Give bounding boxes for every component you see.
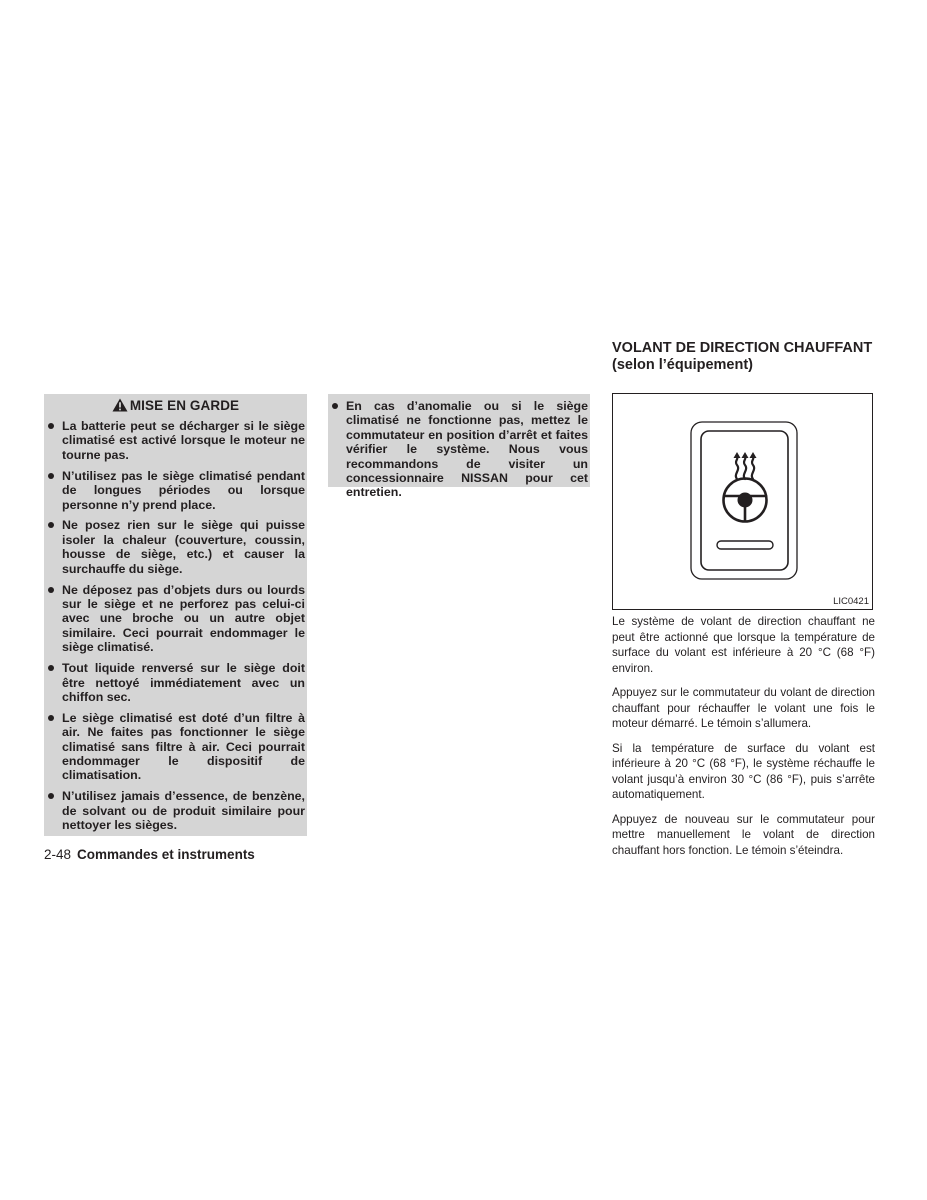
list-item: Tout liquide renversé sur le siège doit être nettoyé immédiatement avec un chiffon sec. xyxy=(44,661,305,704)
warning-title xyxy=(44,394,307,416)
list-item: Ne posez rien sur le siège qui puisse isoler la chaleur (couverture, coussin, housse de siège, etc.) et causer la surchauffe du siège. xyxy=(44,518,305,576)
warning-triangle-icon xyxy=(112,398,128,412)
section-title-sub: (selon l’équipement) xyxy=(612,357,753,373)
heated-steering-wheel-switch-icon xyxy=(613,394,872,609)
paragraph: Appuyez de nouveau sur le commutateur pour mettre manuellement le volant de direction chauffant hors fonction. Le témoin s’éteindra. xyxy=(612,812,875,857)
section-title-main: VOLANT DE DIRECTION CHAUFFANT xyxy=(612,340,873,356)
list-item: Le siège climatisé est doté d’un filtre à air. Ne faites pas fonctionner le siège climatisé sans filtre à air. Ceci pourrait endommager le dispositif de climatisation. xyxy=(44,711,305,783)
warning-list-column-1 xyxy=(44,419,305,839)
section-title xyxy=(612,340,892,374)
paragraph: Appuyez sur le commutateur du volant de direction chauffant pour réchauffer le volant une fois le moteur démarré. Le témoin s’allumera. xyxy=(612,686,875,730)
paragraph: Le système de volant de direction chauffant ne peut être actionné que lorsque la température de surface du volant est inférieure à 20 °C (68 °F) environ. xyxy=(612,615,875,675)
list-item: N’utilisez jamais d’essence, de benzène, de solvant ou de produit similaire pour nettoyer les sièges. xyxy=(44,789,305,832)
figure-id: LIC0421 xyxy=(833,596,869,607)
page-number: 2-48 xyxy=(44,847,72,862)
warning-list-column-2 xyxy=(328,399,588,506)
figure-heated-steering-switch xyxy=(612,393,873,610)
list-item: N’utilisez pas le siège climatisé pendant de longues périodes ou lorsque personne n’y prend place. xyxy=(44,469,305,512)
body-text xyxy=(612,614,875,867)
list-item: En cas d’anomalie ou si le siège climatisé ne fonctionne pas, mettez le commutateur en position d’arrêt et faites vérifier le système. Nous vous recommandons de visiter un concessionnaire NISSAN pour cet entretien. xyxy=(328,399,588,500)
warning-title-text: MISE EN GARDE xyxy=(129,397,240,413)
list-item: Ne déposez pas d’objets durs ou lourds sur le siège et ne perforez pas celui-ci avec une broche ou un autre objet similaire. Ceci pourrait endommager le siège climatisé. xyxy=(44,583,305,655)
chapter-title: Commandes et instruments xyxy=(77,847,255,862)
list-item: La batterie peut se décharger si le siège climatisé est activé lorsque le moteur ne tourne pas. xyxy=(44,419,305,462)
page-footer xyxy=(44,847,255,862)
paragraph: Si la température de surface du volant est inférieure à 20 °C (68 °F), le système réchauffe le volant jusqu’à environ 30 °C (86 °F), puis s’arrête automatiquement. xyxy=(612,741,875,801)
